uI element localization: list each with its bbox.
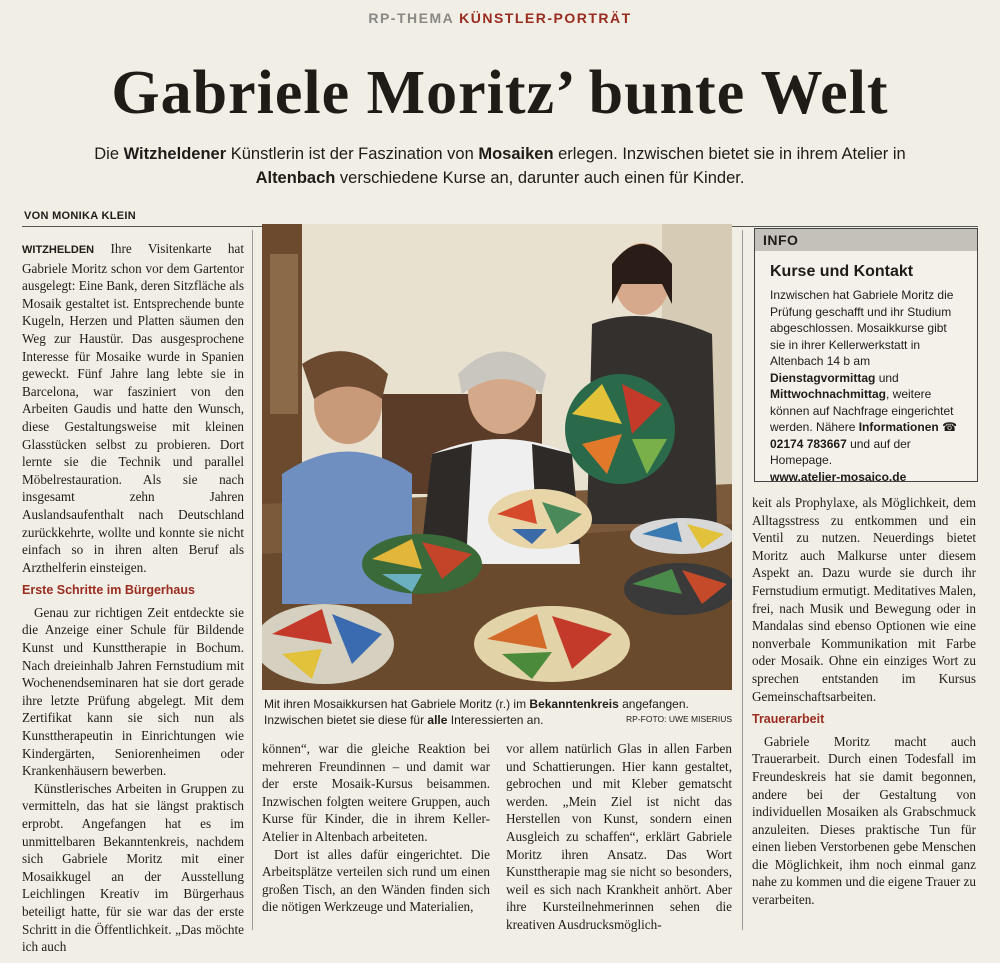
- caption-bold: alle: [427, 713, 448, 727]
- deck-text: Künstlerin ist der Faszination von: [226, 145, 479, 163]
- deck-text: erlegen. Inzwischen bietet sie in ihrem Atelier in: [553, 145, 906, 163]
- paragraph: Dort ist alles dafür eingerichtet. Die Arbeitsplätze verteilen sich rund um einen großen Tisch, an den Wänden finden sich die nötigen Werkzeuge und Materialien,: [262, 846, 490, 915]
- headline: Gabriele Moritz’ bunte Welt: [111, 59, 889, 127]
- column-divider: [742, 230, 743, 930]
- dateline: WITZHELDEN: [22, 244, 95, 256]
- paragraph-text: Ihre Visitenkarte hat Gabriele Moritz schon vor dem Gartentor ausgelegt: Eine Bank, deren Sitzfläche als Mosaik gestaltet ist. Entsprechende bunte Kugeln, Herzen und Platten säumen den Weg zur Haustür. Das ausgesprochene Interesse für Mosaike wurde in Spanien geweckt. Fünf Jahre lang lebte sie in Barcelona, war fasziniert von den Arbeiten Gaudis und hatte den Wunsch, diese Gestaltungsweise mit kleinen Glasstücken selbst zu probieren. Dort lernte sie die Technik und parallel Möbelrestauration. Als sie nach insgesamt zehn Jahren Auslandsaufenthalt nach Deutschland zurückkehrte, wollte und konnte sie nicht einfach so in ihren alten Beruf als Arzthelferin einsteigen.: [22, 241, 244, 575]
- info-title: Kurse und Kontakt: [770, 263, 914, 280]
- deck-text: verschiedene Kurse an, darunter auch einen für Kinder.: [335, 169, 745, 187]
- deck-bold: Witzheldener: [123, 145, 227, 163]
- info-bold: Informationen: [858, 420, 939, 434]
- info-text: Inzwischen hat Gabriele Moritz die Prüfung geschafft und ihr Studium abgeschlossen. Mosaikkurse gibt sie in ihrer Kellerwerkstatt in Altenbach 14 b am: [770, 288, 954, 368]
- info-text: und: [875, 370, 899, 385]
- byline: VON MONIKA KLEIN: [24, 210, 136, 222]
- paragraph: vor allem natürlich Glas in allen Farben und Schattierungen. Hier kann gestaltet, gebrochen und mit Kleber gematscht werden. „Mein Ziel ist nicht das Herstellen von Kunst, sondern einen Ausgleich zu schaffen“, erklärt Gabriele Moritz ihren Ansatz. Das Wort Kunsttherapie mag sie nicht so besonders, weil es sich nach Krankheit anhört. Aber ihre Kursteilnehmerinnen sehen die kreativen Ausdrucksmöglich-: [506, 741, 732, 932]
- caption-text: angefangen. Inzwischen bietet sie diese für: [264, 697, 689, 727]
- column-4: [752, 494, 976, 909]
- column-3: [506, 740, 732, 934]
- article-photo: [262, 224, 732, 690]
- column-divider: [252, 230, 253, 930]
- info-label: INFO: [755, 229, 977, 251]
- info-body: [770, 287, 965, 485]
- paragraph: Genau zur richtigen Zeit entdeckte sie die Anzeige einer Schule für Bildende Kunst und Kunsttherapie in Bochum. Nach dreieinhalb Jahren Fernstudium mit Wochenendseminaren hat sie dort gerade ihre letzte Prüfung abgelegt. Mit dem Zertifikat kann sie sich nun als Kunsttherapeutin in Einrichtungen wie Kindergärten, Seniorenheimen oder Krankenhäusern bewerben.: [22, 604, 244, 779]
- caption-text: Interessierten an.: [447, 713, 544, 727]
- subheading: Trauerarbeit: [752, 712, 825, 727]
- homepage-url[interactable]: www.atelier-mosaico.de: [770, 469, 907, 484]
- kicker-topic: KÜNSTLER-PORTRÄT: [459, 10, 632, 26]
- kicker: [0, 10, 1000, 26]
- photo-credit: RP-FOTO: UWE MISERIUS: [626, 714, 733, 724]
- info-bold: Dienstagvormittag: [770, 370, 876, 385]
- column-2: [262, 740, 490, 916]
- deck-bold: Mosaiken: [478, 145, 554, 163]
- caption-bold: Bekanntenkreis: [529, 697, 619, 711]
- paragraph: können“, war die gleiche Reaktion bei mehreren Freundinnen – und damit war der erste Mosaik-Kursus beisammen. Inzwischen folgten weitere Gruppen, auch Kurse für Kinder, die in ihrem Keller-Atelier in Altenbach arbeiteten.: [262, 741, 490, 844]
- kicker-section: RP-THEMA: [368, 10, 454, 26]
- deck: [60, 142, 940, 190]
- deck-text: Die: [94, 145, 124, 163]
- caption-text: Mit ihren Mosaikkursen hat Gabriele Moritz (r.) im: [264, 697, 530, 711]
- info-box: [754, 228, 978, 482]
- deck-bold: Altenbach: [255, 169, 336, 187]
- info-text: und auf der Homepage.: [770, 436, 911, 467]
- phone-icon: ☎: [942, 420, 958, 434]
- info-bold: Mittwochnachmittag: [770, 387, 886, 401]
- paragraph: keit als Prophylaxe, als Möglichkeit, dem Alltagsstress zu entkommen und ein Ventil zu nutzen. Neuerdings bietet Moritz auch Malkurse unter diesem Aspekt an. Dazu wurde sie durch ihr Fernstudium ermutigt. Meditatives Malen, frei, nach Musik und Bewegung oder in Mandalas sind ebenso Optionen wie eine nonverbale Kommunikation mit Farbe oder Mosaik. Ohne ein einziges Wort zu sprechen entstanden im Kursus Gemeinschaftsarbeiten.: [752, 495, 976, 704]
- paragraph: Künstlerisches Arbeiten in Gruppen zu vermitteln, das hat sie längst praktisch erprobt. Angefangen hat es im unmittelbaren Bekanntenkreis, nachdem sich Gabriele Moritz mit einer Mosaikkugel an der Ausstellung Leichlingen Kreativ im Bürgerhaus beteiligt hatte, für sie war das der erste Schritt in die Öffentlichkeit. „Das möchte ich auch: [22, 780, 244, 955]
- paragraph: Gabriele Moritz macht auch Trauerarbeit. Durch einen Todesfall im Freundeskreis hat sie damit begonnen, andere bei der Gestaltung von individuellen Mosaiken als Grabschmuck anzuleiten. Dieses praktische Tun für einen lieben Verstorbenen gebe Menschen die Möglichkeit, ihm noch einmal ganz nahe zu kommen und die eigene Trauer zu verarbeiten.: [752, 733, 976, 908]
- subheading: Erste Schritte im Bürgerhaus: [22, 583, 195, 598]
- column-1: [22, 240, 244, 956]
- paragraph: [22, 240, 244, 576]
- info-text: , weitere können auf Nachfrage eingerichtet werden. Nähere: [770, 387, 954, 434]
- phone-number: 02174 783667: [770, 436, 847, 451]
